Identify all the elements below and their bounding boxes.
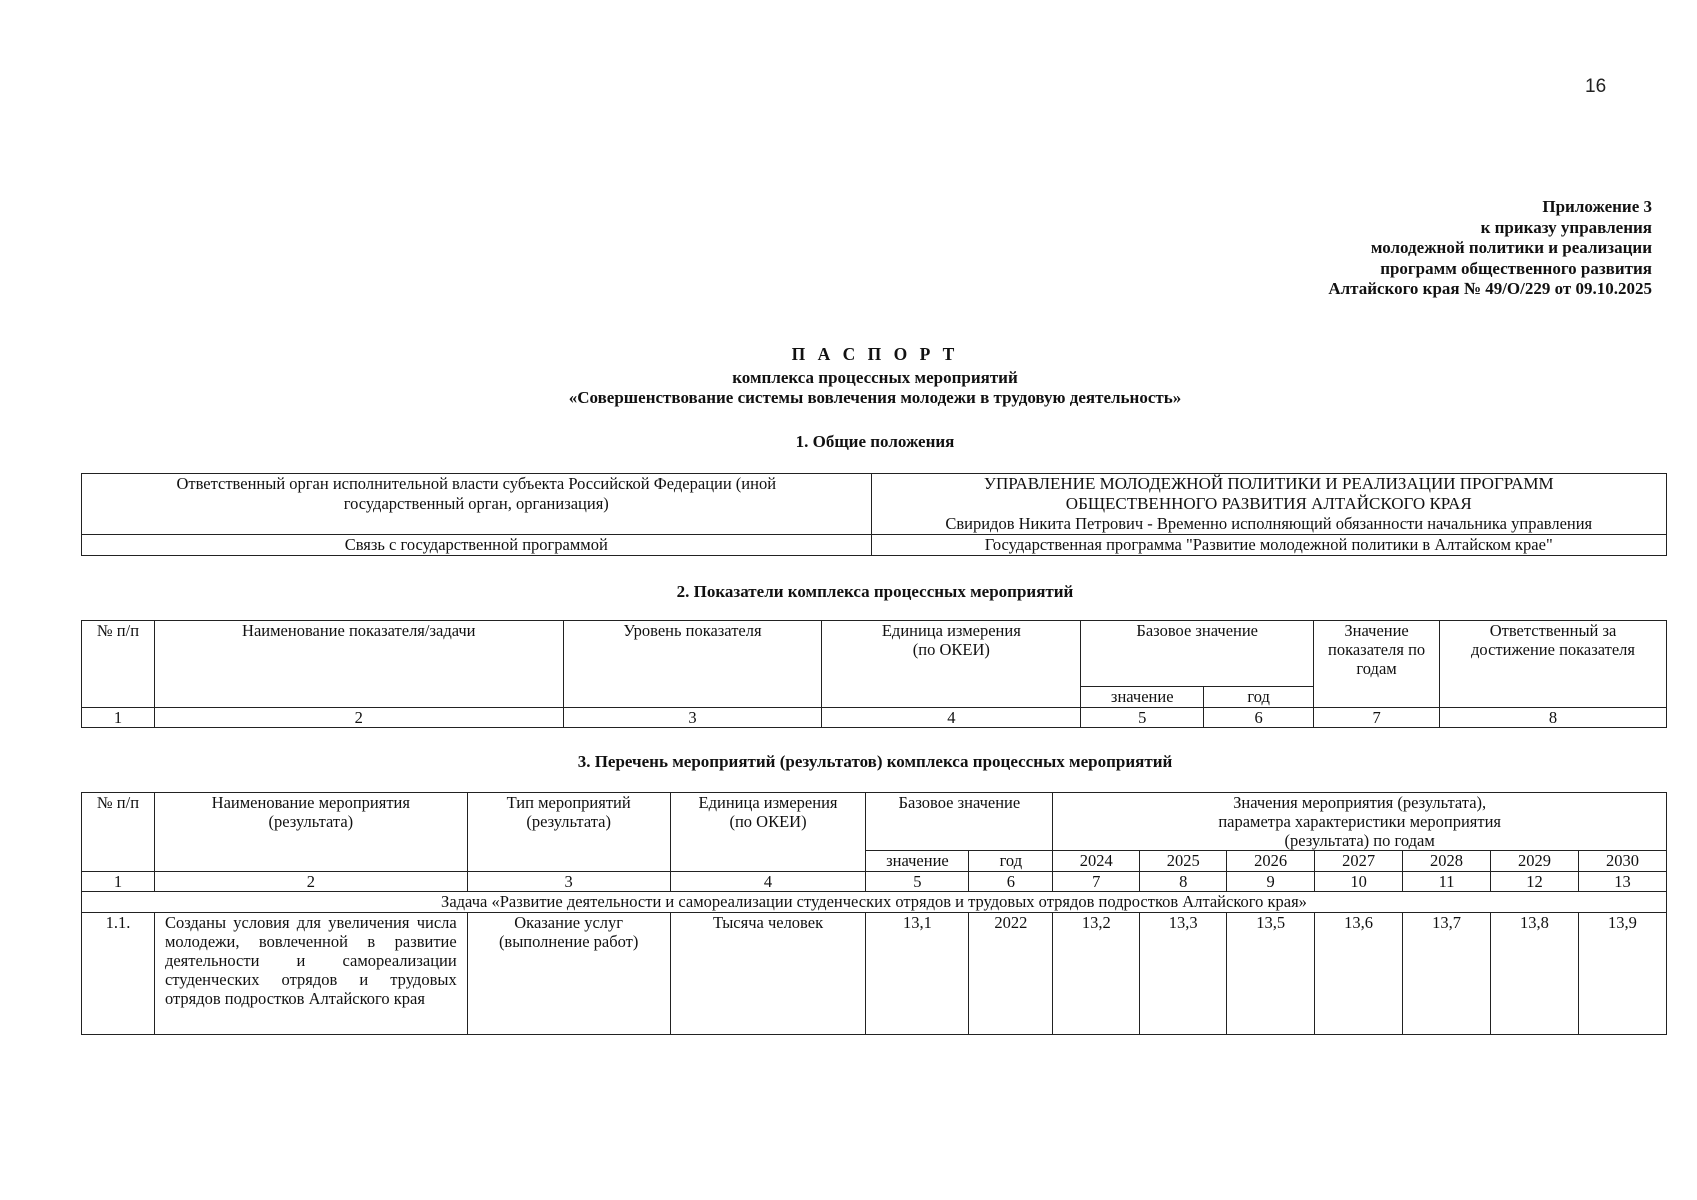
col-number: 13	[1578, 872, 1666, 892]
appendix-line: Приложение 3	[1542, 197, 1652, 216]
col-header-year: 2027	[1315, 851, 1403, 872]
col-number: 8	[1140, 872, 1227, 892]
col-header-year: 2024	[1053, 851, 1140, 872]
col-number: 5	[866, 872, 969, 892]
col-header-num: № п/п	[82, 621, 155, 708]
col-header-level: Уровень показателя	[563, 621, 822, 708]
col-header-by-years: Значение показателя по годам	[1314, 621, 1440, 708]
col-header-unit: Единица измерения (по ОКЕИ)	[670, 793, 866, 872]
row-num: 1.1.	[82, 913, 155, 1035]
row-value-2026: 13,5	[1227, 913, 1315, 1035]
section2-heading: 2. Показатели комплекса процессных мероприятий	[676, 582, 1074, 601]
col-header-year: 2026	[1227, 851, 1315, 872]
row-value-2028: 13,7	[1403, 913, 1491, 1035]
col-number: 2	[154, 872, 467, 892]
col-number: 10	[1315, 872, 1403, 892]
col-number: 3	[563, 708, 822, 728]
program-link-value: Государственная программа "Развитие молодежной политики в Алтайском крае"	[871, 535, 1666, 556]
col-header-base-year: год	[1204, 687, 1314, 708]
general-provisions-table	[81, 473, 1667, 556]
col-header-name: Наименование показателя/задачи	[154, 621, 563, 708]
appendix-line: программ общественного развития	[1380, 258, 1652, 278]
passport-program-name: «Совершенствование системы вовлечения молодежи в трудовую деятельность»	[568, 388, 1182, 407]
col-number: 5	[1081, 708, 1204, 728]
row-value-2029: 13,8	[1491, 913, 1579, 1035]
task-row	[82, 892, 1667, 913]
col-header-base-value: значение	[1081, 687, 1204, 708]
responsible-body-label: Ответственный орган исполнительной власти субъекта Российской Федерации (иной государственный орган, организация)	[82, 474, 872, 535]
table-row	[82, 474, 1667, 535]
col-number: 2	[154, 708, 563, 728]
appendix-block	[1328, 197, 1652, 300]
col-number: 9	[1227, 872, 1315, 892]
row-value-2024: 13,2	[1053, 913, 1140, 1035]
responsible-body-name-line2: ОБЩЕСТВЕННОГО РАЗВИТИЯ АЛТАЙСКОГО КРАЯ	[1065, 494, 1472, 513]
passport-subtitle: комплекса процессных мероприятий	[732, 368, 1018, 387]
row-base-year: 2022	[969, 913, 1053, 1035]
column-numbers-row	[82, 872, 1667, 892]
col-header-year: 2030	[1578, 851, 1666, 872]
section1-heading: 1. Общие положения	[795, 432, 955, 451]
col-number: 6	[969, 872, 1053, 892]
page-number: 16	[1585, 76, 1607, 97]
col-header-type: Тип мероприятий (результата)	[467, 793, 670, 872]
col-number: 4	[822, 708, 1081, 728]
program-link-label: Связь с государственной программой	[82, 535, 872, 556]
task-title: Задача «Развитие деятельности и самореализации студенческих отрядов и трудовых отрядов подростков Алтайского края»	[82, 892, 1667, 913]
col-header-year: 2029	[1491, 851, 1579, 872]
col-header-values: Значения мероприятия (результата), параметра характеристики мероприятия (результата) по годам	[1053, 793, 1667, 851]
col-number: 6	[1204, 708, 1314, 728]
col-number: 11	[1403, 872, 1491, 892]
activities-table	[81, 792, 1667, 1035]
indicators-table	[81, 620, 1667, 728]
col-number: 3	[467, 872, 670, 892]
col-header-unit: Единица измерения (по ОКЕИ)	[822, 621, 1081, 708]
table-row	[82, 535, 1667, 556]
responsible-body-name-line1: УПРАВЛЕНИЕ МОЛОДЕЖНОЙ ПОЛИТИКИ И РЕАЛИЗАЦИИ ПРОГРАММ	[983, 474, 1554, 493]
col-number: 8	[1440, 708, 1667, 728]
row-value-2025: 13,3	[1140, 913, 1227, 1035]
column-numbers-row	[82, 708, 1667, 728]
responsible-person: Свиридов Никита Петрович - Временно исполняющий обязанности начальника управления	[945, 514, 1593, 533]
row-value-2027: 13,6	[1315, 913, 1403, 1035]
row-value-2030: 13,9	[1578, 913, 1666, 1035]
appendix-line: молодежной политики и реализации	[1370, 238, 1652, 258]
row-name: Созданы условия для увеличения числа молодежи, вовлеченной в развитие деятельности и самореализации студенческих отрядов и трудовых отрядов подростков Алтайского края	[154, 913, 467, 1035]
col-header-base-value: значение	[866, 851, 969, 872]
col-header-base-year: год	[969, 851, 1053, 872]
table-header-row	[82, 793, 1667, 851]
col-header-num: № п/п	[82, 793, 155, 872]
col-number: 12	[1491, 872, 1579, 892]
col-number: 1	[82, 872, 155, 892]
section3-heading: 3. Перечень мероприятий (результатов) комплекса процессных мероприятий	[577, 752, 1173, 771]
col-header-name: Наименование мероприятия (результата)	[154, 793, 467, 872]
responsible-body-value	[871, 474, 1666, 535]
table-row	[82, 913, 1667, 1035]
col-number: 1	[82, 708, 155, 728]
col-number: 7	[1053, 872, 1140, 892]
col-number: 7	[1314, 708, 1440, 728]
table-header-row	[82, 621, 1667, 687]
col-header-year: 2028	[1403, 851, 1491, 872]
col-number: 4	[670, 872, 866, 892]
row-type: Оказание услуг (выполнение работ)	[467, 913, 670, 1035]
appendix-line: к приказу управления	[1480, 217, 1652, 237]
col-header-responsible: Ответственный за достижение показателя	[1440, 621, 1667, 708]
row-base-value: 13,1	[866, 913, 969, 1035]
col-header-year: 2025	[1140, 851, 1227, 872]
col-header-base: Базовое значение	[866, 793, 1053, 851]
col-header-base: Базовое значение	[1081, 621, 1314, 687]
row-unit: Тысяча человек	[670, 913, 866, 1035]
passport-title: П А С П О Р Т	[791, 344, 959, 364]
appendix-line: Алтайского края № 49/О/229 от 09.10.2025	[1328, 279, 1652, 299]
